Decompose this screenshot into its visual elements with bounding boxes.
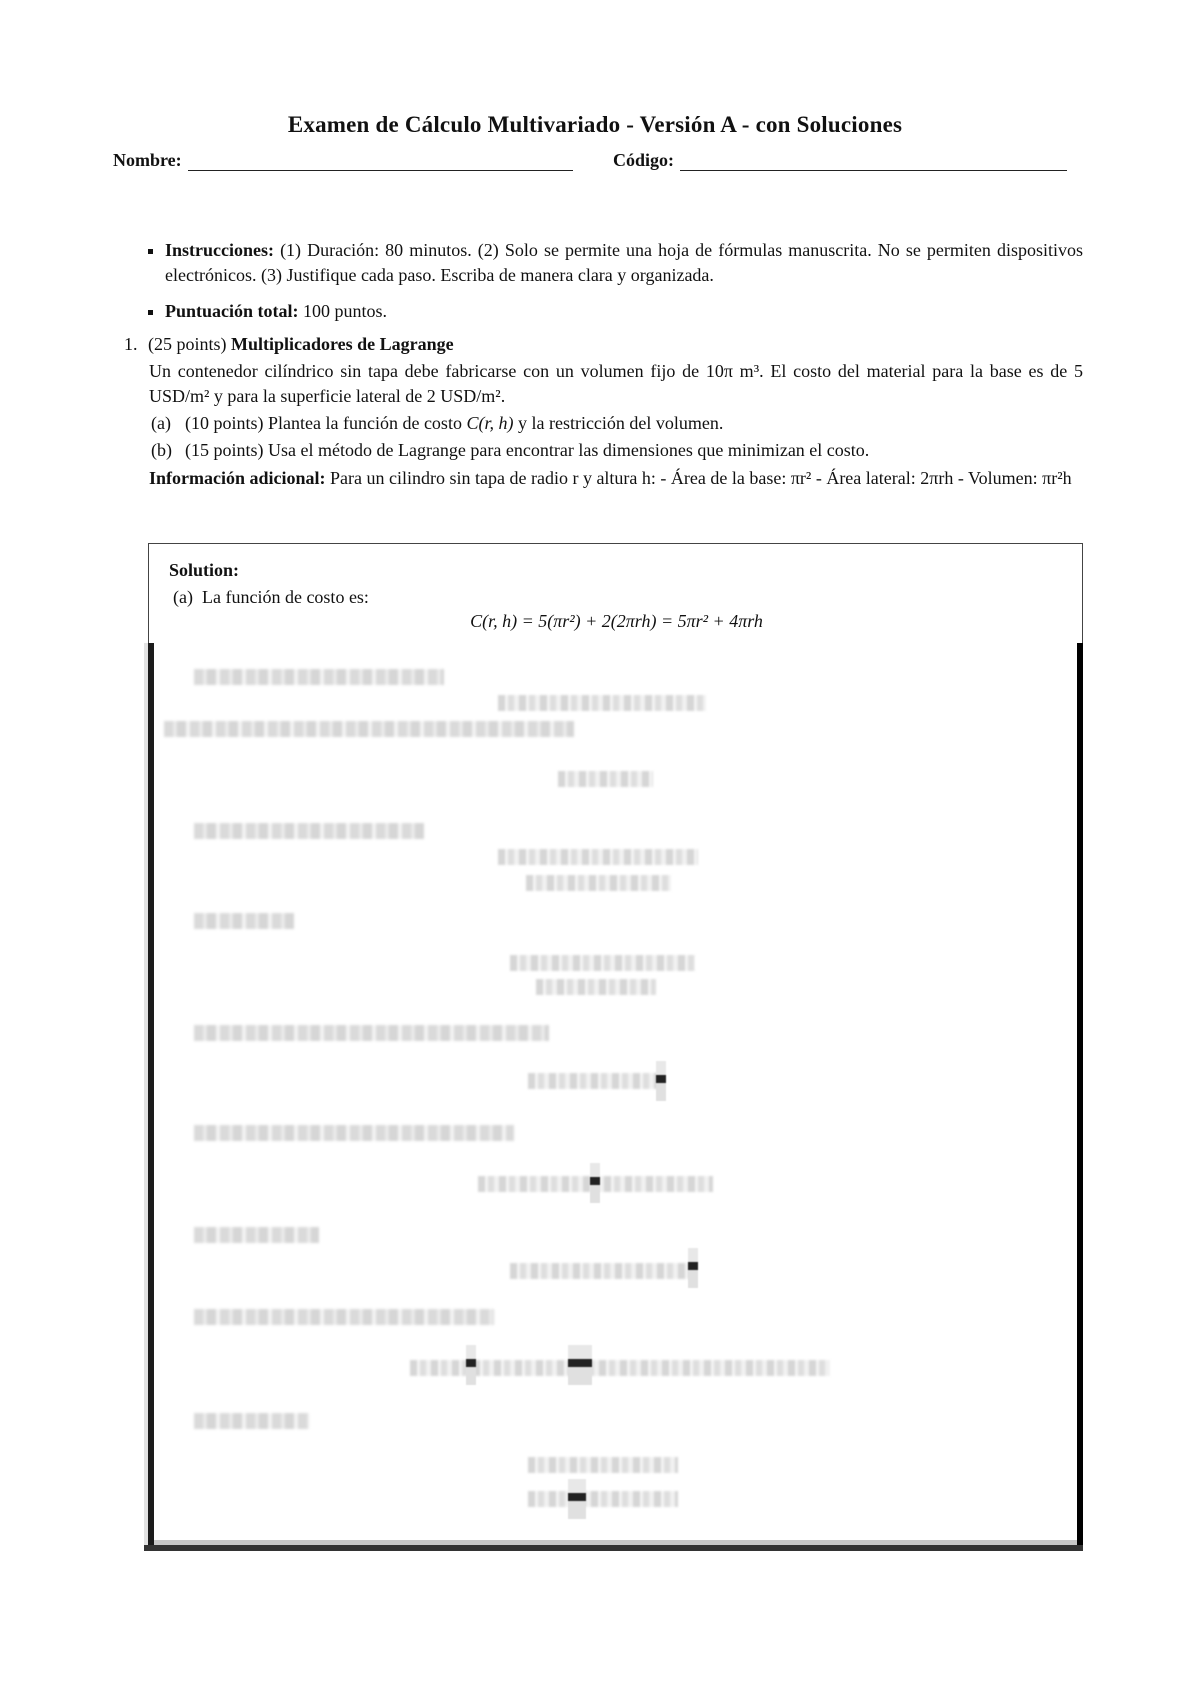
redacted-equation — [498, 695, 706, 711]
question-statement: Un contenedor cilíndrico sin tapa debe fabricarse con un volumen fijo de 10π m³. El costo del material para la base es de 5 USD/m² y para la superficie lateral de 2 USD/m². — [149, 361, 1083, 406]
part-text-post: y la restricción del volumen. — [513, 413, 724, 433]
part-points: (10 points) — [185, 413, 264, 433]
additional-info — [149, 466, 1083, 491]
redacted-equation — [528, 1457, 678, 1473]
redacted-line — [194, 913, 294, 929]
redacted-equation — [498, 849, 698, 865]
question-parts — [149, 411, 1083, 463]
redacted-line — [194, 1227, 319, 1243]
instructions-text: (1) Duración: 80 minutos. (2) Solo se permite una hoja de fórmulas manuscrita. No se permiten dispositivos electrónicos. (3) Justifique cada paso. Escriba de manera clara y organizada. — [165, 240, 1083, 285]
solution-part-a-label: (a) — [173, 587, 193, 607]
part-text: Plantea la función de costo — [268, 413, 467, 433]
bottom-border — [144, 1545, 1083, 1551]
redacted-equation — [510, 1263, 695, 1279]
instructions-label: Instrucciones: — [165, 240, 274, 260]
code-label: Código: — [613, 150, 675, 170]
total-score-label: Puntuación total: — [165, 301, 299, 321]
question-number: 1. — [124, 334, 138, 354]
bullet-square-icon — [148, 310, 153, 315]
redacted-line — [194, 1025, 549, 1041]
question-points: (25 points) — [148, 334, 227, 354]
redacted-fraction — [466, 1345, 476, 1385]
redacted-fraction — [568, 1479, 586, 1519]
code-blank-line[interactable] — [680, 154, 1067, 171]
left-border — [148, 643, 154, 1551]
additional-info-label: Información adicional: — [149, 468, 326, 488]
redacted-equation — [526, 875, 671, 891]
redacted-fraction — [688, 1248, 698, 1288]
cost-function-equation-text: C(r, h) = 5(πr²) + 2(2πrh) = 5πr² + 4πrh — [470, 611, 763, 631]
solution-part-a-text: La función de costo es: — [201, 587, 369, 607]
solution-part-a — [173, 585, 369, 610]
name-label: Nombre: — [113, 150, 182, 170]
part-text: Usa el método de Lagrange para encontrar las dimensiones que minimizan el costo. — [268, 440, 870, 460]
total-score-item — [145, 299, 1083, 324]
bullet-square-icon — [148, 249, 153, 254]
total-score-text: 100 puntos. — [298, 301, 388, 321]
exam-title: Examen de Cálculo Multivariado - Versión A - con Soluciones — [287, 112, 903, 137]
redacted-fraction — [590, 1163, 600, 1203]
redacted-line — [194, 669, 444, 685]
redacted-fraction — [656, 1061, 666, 1101]
part-points: (15 points) — [185, 440, 264, 460]
part-label: (a) — [151, 413, 171, 433]
name-blank-line[interactable] — [188, 154, 573, 171]
part-math: C(r, h) — [466, 413, 514, 433]
redacted-fraction — [568, 1345, 592, 1385]
right-border — [1077, 643, 1083, 1551]
question-part-a — [149, 411, 1083, 436]
instructions-list — [145, 238, 1083, 335]
question-part-b — [149, 438, 1083, 463]
question-1 — [124, 332, 1084, 488]
solution-visible-area — [148, 543, 1083, 644]
redacted-line — [194, 823, 424, 839]
student-info-row — [113, 150, 1078, 176]
redacted-line — [194, 1309, 494, 1325]
instructions-item — [145, 238, 1083, 288]
redacted-line — [194, 1125, 514, 1141]
question-header — [124, 332, 1084, 357]
redacted-equation — [558, 771, 653, 787]
redacted-equation — [528, 1073, 658, 1089]
question-title: Multiplicadores de Lagrange — [231, 334, 454, 354]
redacted-equation — [536, 979, 656, 995]
redacted-line — [194, 1413, 309, 1429]
solution-box — [148, 543, 1083, 1551]
redacted-equation — [528, 1491, 678, 1507]
redacted-equation — [510, 955, 695, 971]
name-field — [113, 150, 573, 171]
cost-function-equation — [149, 609, 1084, 634]
redacted-line — [164, 721, 574, 737]
additional-info-text: Para un cilindro sin tapa de radio r y altura h: - Área de la base: πr² - Área lateral: 2πrh - Volumen: πr²h — [325, 468, 1072, 488]
question-body — [149, 359, 1083, 491]
solution-title: Solution: — [169, 560, 240, 580]
part-label: (b) — [151, 440, 172, 460]
code-field — [613, 150, 1067, 171]
redacted-solution-area — [148, 643, 1083, 1551]
